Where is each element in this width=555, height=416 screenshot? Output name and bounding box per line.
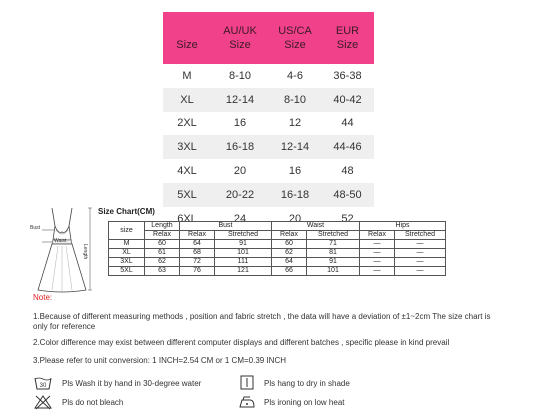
cell: — (360, 249, 395, 258)
length-label: Length (82, 244, 88, 260)
header-label: Size (336, 39, 359, 51)
cell: XL (163, 88, 211, 112)
cell: 4-6 (269, 64, 321, 88)
cell: 16-18 (269, 183, 321, 207)
note-item: 1.Because of different measuring methods , position and fabric stretch , the data will have a deviation of ±1~2cm The size chart is only for reference (33, 312, 491, 331)
cell: 12 (269, 112, 321, 136)
size-chart-title: Size Chart(CM) (98, 207, 155, 216)
subheader: Stretched (307, 231, 360, 240)
hand-wash-icon (34, 375, 52, 391)
table-row (163, 112, 374, 136)
cell: 111 (215, 258, 272, 267)
conversion-header-row (163, 12, 374, 64)
cell: 68 (180, 249, 215, 258)
cell: 76 (180, 267, 215, 276)
cell: 64 (180, 240, 215, 249)
table-row (163, 159, 374, 183)
table-row (163, 135, 374, 159)
cell: XL (109, 249, 145, 258)
dress-figure (28, 204, 100, 296)
cell: 3XL (163, 135, 211, 159)
cell: 91 (307, 258, 360, 267)
cell: 101 (307, 267, 360, 276)
table-row (109, 249, 446, 258)
cell: 63 (145, 267, 180, 276)
subheader: Relax (145, 231, 180, 240)
cell: 64 (272, 258, 307, 267)
cell: 62 (272, 249, 307, 258)
size-column-header: size (109, 222, 145, 240)
cell: 16-18 (211, 135, 269, 159)
conversion-body (163, 64, 374, 231)
hang-dry-icon (238, 375, 256, 391)
cell: 12-14 (211, 88, 269, 112)
header-label: Size (284, 39, 306, 51)
cell: 91 (215, 240, 272, 249)
care-text-wash: Pls Wash it by hand in 30-degree water (62, 379, 202, 388)
chart-group-row (109, 222, 446, 231)
group-length: Length (145, 222, 180, 231)
table-row (163, 183, 374, 207)
header-label: EUR (335, 25, 360, 37)
cell: M (163, 64, 211, 88)
cell: 81 (307, 249, 360, 258)
cell: 16 (269, 159, 321, 183)
cell: 66 (272, 267, 307, 276)
header-label: Size (176, 39, 198, 51)
cell: 52 (321, 207, 374, 231)
header-us-ca (269, 12, 321, 64)
bust-label: Bust (30, 225, 41, 231)
cell: 36-38 (321, 64, 374, 88)
table-row (109, 267, 446, 276)
subheader: Relax (272, 231, 307, 240)
cell: 3XL (109, 258, 145, 267)
cell: 72 (180, 258, 215, 267)
header-label: Size (229, 39, 251, 51)
cell: 48-50 (321, 183, 374, 207)
note-heading: Note: (33, 293, 53, 302)
cell: 4XL (163, 159, 211, 183)
size-chart-table (108, 221, 446, 276)
cell: — (360, 258, 395, 267)
group-bust: Bust (180, 222, 272, 231)
table-row (109, 258, 446, 267)
table-row (163, 88, 374, 112)
header-label: US/CA (278, 25, 312, 37)
cell: 5XL (109, 267, 145, 276)
cell: — (395, 267, 446, 276)
note-item: 3.Please refer to unit conversion: 1 INCH=2.54 CM or 1 CM=0.39 INCH (33, 356, 286, 365)
group-waist: Waist (272, 222, 360, 231)
subheader: Stretched (215, 231, 272, 240)
cell: 62 (145, 258, 180, 267)
dress-outline-icon (28, 204, 100, 296)
cell: 12-14 (269, 135, 321, 159)
note-item: 2.Color difference may exist between different computer displays and different batches , specific please in kind prevail (33, 338, 450, 347)
cell: 8-10 (269, 88, 321, 112)
cell: 60 (272, 240, 307, 249)
cell: — (360, 240, 395, 249)
group-hips: Hips (360, 222, 446, 231)
header-eur (321, 12, 374, 64)
cell: 71 (307, 240, 360, 249)
cell: 48 (321, 159, 374, 183)
cell: — (395, 240, 446, 249)
iron-low-icon (238, 394, 256, 410)
care-text-iron: Pls ironing on low heat (264, 398, 345, 407)
cell: 8-10 (211, 64, 269, 88)
subheader: Relax (360, 231, 395, 240)
cell: 20 (211, 159, 269, 183)
wash-temperature: 30 (39, 383, 47, 389)
cell: 44-46 (321, 135, 374, 159)
cell: 24 (211, 207, 269, 231)
cell: M (109, 240, 145, 249)
size-conversion-table (163, 12, 374, 231)
cell: 60 (145, 240, 180, 249)
care-text-bleach: Pls do not bleach (62, 398, 124, 407)
table-row (163, 64, 374, 88)
cell: 20-22 (211, 183, 269, 207)
subheader: Relax (180, 231, 215, 240)
waist-label: Waist (54, 238, 67, 244)
care-text-dry: Pls hang to dry in shade (264, 379, 350, 388)
cell: 101 (215, 249, 272, 258)
cell: 2XL (163, 112, 211, 136)
table-row (109, 240, 446, 249)
cell: 121 (215, 267, 272, 276)
chart-subheader-row (109, 231, 446, 240)
header-label: AU/UK (223, 25, 257, 37)
header-size (163, 12, 211, 64)
cell: 6XL (163, 207, 211, 231)
cell: 5XL (163, 183, 211, 207)
cell: — (395, 258, 446, 267)
subheader: Stretched (395, 231, 446, 240)
header-au-uk (211, 12, 269, 64)
cell: 44 (321, 112, 374, 136)
cell: 20 (269, 207, 321, 231)
cell: 16 (211, 112, 269, 136)
cell: — (360, 267, 395, 276)
no-bleach-icon (34, 394, 52, 410)
cell: 61 (145, 249, 180, 258)
cell: — (395, 249, 446, 258)
cell: 40-42 (321, 88, 374, 112)
